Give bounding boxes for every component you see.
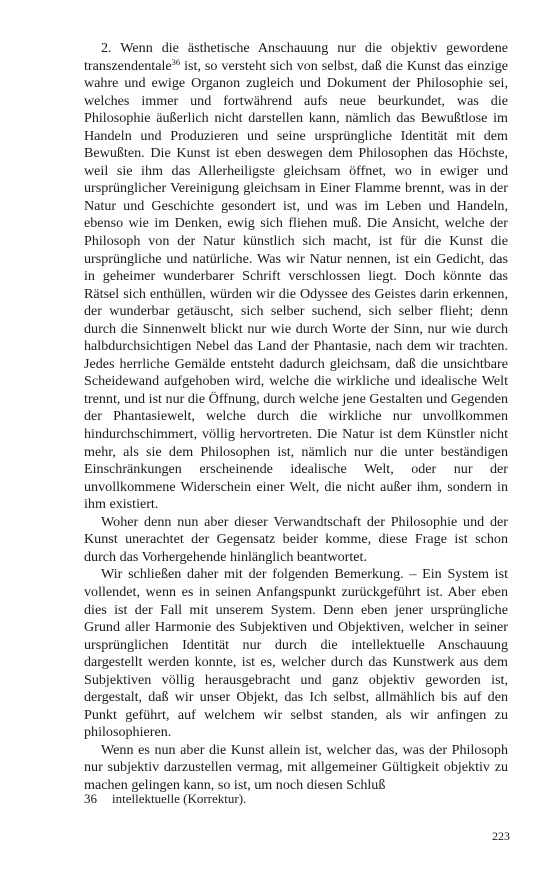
footnote-text: intellektuelle (Korrektur).	[112, 791, 247, 806]
footnote-number: 36	[84, 791, 97, 806]
footnote	[84, 791, 508, 807]
paragraph-3: Wir schließen daher mit der folgenden Bemerkung. – Ein System ist vollendet, wenn es in seinen Anfangspunkt zurückgeführt ist. Aber eben dies ist der Fall mit unserem System. Denn eben jener ursprüngliche Grund aller Harmonie des Subjektiven und Objektiven, welcher in seiner ursprünglichen Identität nur durch die intellektuelle Anschauung dargestellt werden konnte, ist es, welcher durch das Kunstwerk aus dem Subjektiven völlig herausgebracht und ganz objektiv geworden ist, dergestalt, daß wir unser Objekt, das Ich selbst, allmählich bis auf den Punkt geführt, auf welchem wir selbst standen, als wir anfingen zu philosophieren.	[84, 566, 508, 741]
paragraph-2: Woher denn nun aber dieser Verwandtschaft der Philosophie und der Kunst unerachtet der Gegensatz beider komme, diese Frage ist schon durch das Vorhergehende hinlänglich beantwortet.	[84, 513, 508, 565]
book-page	[84, 40, 508, 795]
paragraph-4: Wenn es nun aber die Kunst allein ist, welcher das, was der Philosoph nur subjektiv darzustellen vermag, mit allgemeiner Gültigkeit objektiv zu machen gelingen kann, so ist, um noch diesen Schluß	[84, 741, 508, 793]
page-number: 223	[492, 829, 510, 843]
paragraph-1	[84, 40, 508, 514]
paragraph-1-text-start: 2. Wenn die ästhetische Anschauung nur die objektiv gewordene transzendentale	[84, 40, 508, 74]
body-text	[84, 40, 508, 795]
footnote-reference: 36	[171, 56, 181, 67]
paragraph-1-text-rest: ist, so versteht sich von selbst, daß die Kunst das einzige wahre und ewige Organon zugleich und Dokument der Philosophie sei, welches immer und fortwährend aufs neue beurkundet, was die Philosophie äußerlich nicht darstellen kann, nämlich das Bewußtlose im Handeln und Produzieren und seine ursprüngliche Identität mit dem Bewußten. Die Kunst ist eben deswegen dem Philosophen das Höchste, weil sie ihm das Allerheiligste gleichsam öffnet, wo in ewiger und ursprünglicher Vereinigung gleichsam in Einer Flamme brennt, was in der Natur und Geschichte gesondert ist, und was im Leben und Handeln, ebenso wie im Denken, ewig sich fliehen muß. Die Ansicht, welche der Philosoph von der Natur künstlich sich macht, ist für die Kunst die ursprüngliche und natürliche. Was wir Natur nennen, ist ein Gedicht, das in geheimer wunderbarer Schrift verschlossen liegt. Doch könnte das Rätsel sich enthüllen, würden wir die Odyssee des Geistes darin erkennen, der wunderbar getäuscht, sich selber suchend, sich selber flieht; denn durch die Sinnenwelt blickt nur wie durch Worte der Sinn, nur wie durch halbdurchsichtigen Nebel das Land der Phantasie, nach dem wir trachten. Jedes herrliche Gemälde entsteht dadurch gleichsam, daß die unsichtbare Scheidewand aufgehoben wird, welche die wirkliche und idealische Welt trennt, und ist nur die Öffnung, durch welche jene Gestalten und Gegenden der Phantasiewelt, welche durch die wirkliche nur unvollkommen hindurchschimmert, völlig hervortreten. Die Natur ist dem Künstler nicht mehr, als sie dem Philosophen ist, nämlich nur die unter beständigen Einschränkungen erscheinende idealische Welt, oder nur der unvollkommene Widerschein einer Welt, die nicht außer ihm, sondern in ihm existiert.	[84, 57, 508, 513]
